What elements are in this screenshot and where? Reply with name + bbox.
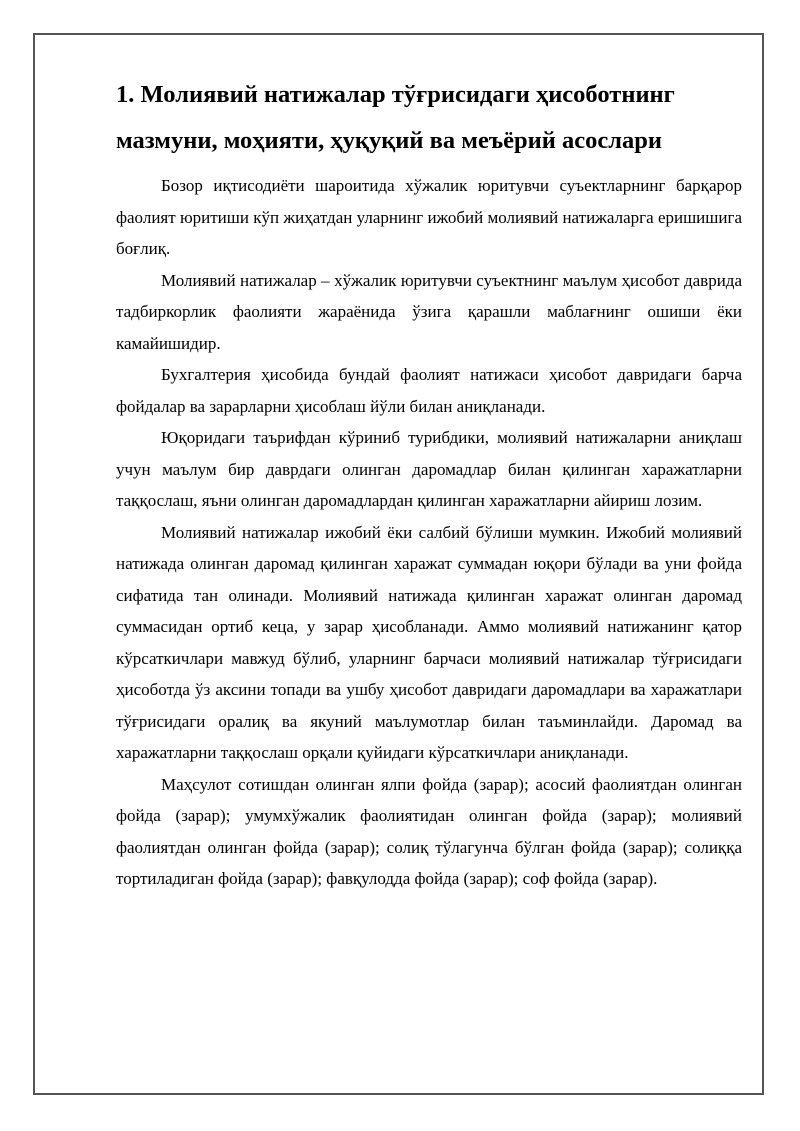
- paragraph: Бухгалтерия ҳисобида бундай фаолият натижаси ҳисобот давридаги барча фойдалар ва зарарларни ҳисоблаш йўли билан аниқланади.: [116, 365, 742, 416]
- paragraph: Молиявий натижалар ижобий ёки салбий бўлиши мумкин. Ижобий молиявий натижада олинган даромад қилинган харажат суммадан юқори бўлади ва уни фойда сифатида тан олинади. Молиявий натижада қилинган харажат олинган даромад суммасидан ортиб кеца, у зарар ҳисобланади. Аммо молиявий натижанинг қатор кўрсаткичлари мавжуд бўлиб, уларнинг барчаси молиявий натижалар тўғрисидаги ҳисоботда ўз аксини топади ва ушбу ҳисобот давридаги даромадлари ва харажатлари тўғрисидаги оралиқ ва якуний маълумотлар билан таъминлайди. Даромад ва харажатларни таққослаш орқали қуйидаги кўрсаткичлари аниқланади.: [116, 522, 742, 762]
- paragraph: Юқоридаги таърифдан кўриниб турибдики, молиявий натижаларни аниқлаш учун маълум бир даврдаги олинган даромадлар билан қилинган харажатларни таққослаш, яъни олинган даромадлардан қилинган харажатларни айириш лозим.: [116, 428, 742, 510]
- paragraph: Бозор иқтисодиёти шароитида хўжалик юритувчи суъектларнинг барқарор фаолият юритиши кўп жиҳатдан уларнинг ижобий молиявий натижаларга еришишига боғлиқ.: [116, 176, 742, 258]
- paragraph: Молиявий натижалар – хўжалик юритувчи суъектнинг маълум ҳисобот даврида тадбиркорлик фаолияти жараёнида ўзига қарашли маблағнинг ошиши ёки камайишидир.: [116, 270, 742, 353]
- document-body: [116, 72, 742, 895]
- paragraph: Маҳсулот сотишдан олинган ялпи фойда (зарар); асосий фаолиятдан олинган фойда (зарар); умумхўжалик фаолиятидан олинган фойда (зарар); молиявий фаолиятдан олинган фойда (зарар); солиқ тўлагунча бўлган фойда (зарар); солиққа тортиладиган фойда (зарар); фавқулодда фойда (зарар); соф фойда (зарар).: [116, 774, 742, 888]
- section-heading: 1. Молиявий натижалар тўғрисидаги ҳисоботнинг мазмуни, моҳияти, ҳуқуқий ва меъёрий асослари: [116, 81, 675, 154]
